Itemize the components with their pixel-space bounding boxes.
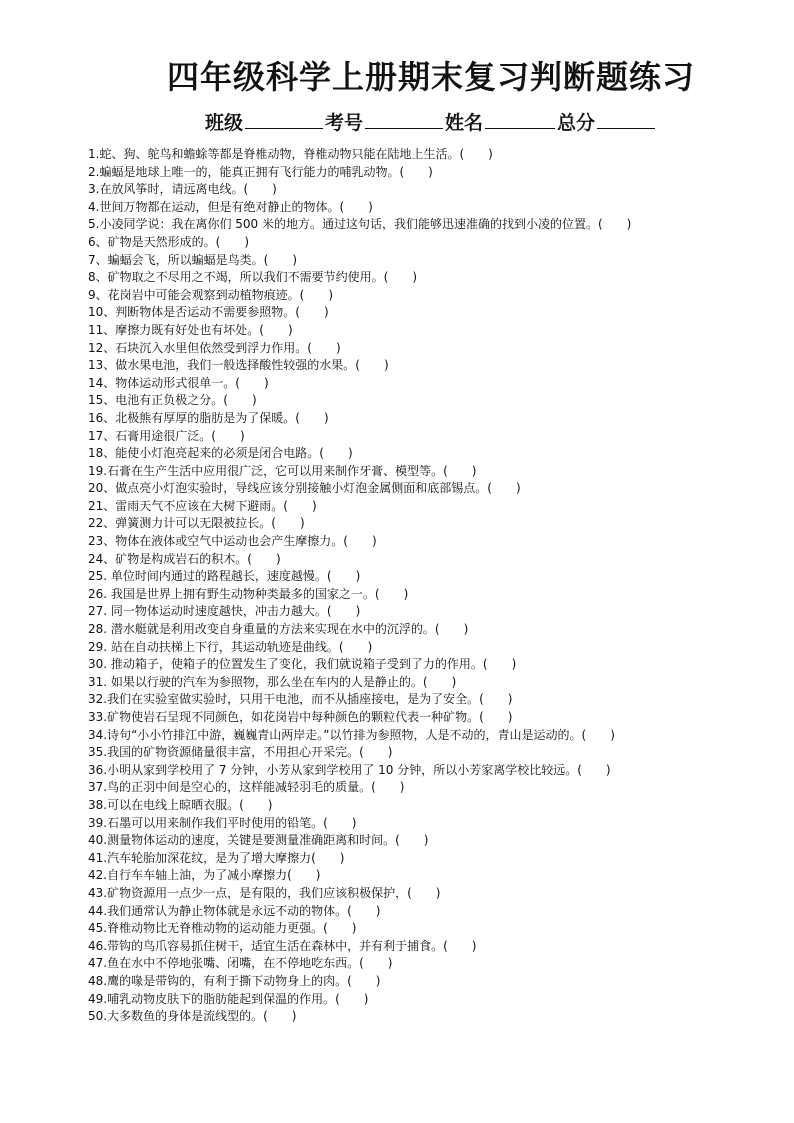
question-item: 28. 潜水艇就是利用改变自身重量的方法来实现在水中的沉浮的。( ): [88, 622, 469, 637]
question-item: 7、蝙蝠会飞，所以蝙蝠是鸟类。( ): [88, 252, 297, 267]
question-item: 31. 如果以行驶的汽车为参照物，那么坐在车内的人是静止的。( ): [88, 674, 457, 689]
question-item: 47.鱼在水中不停地张嘴、闭嘴，在不停地吃东西。( ): [88, 956, 393, 971]
question-item: 50.大多数鱼的身体是流线型的。( ): [88, 1009, 297, 1024]
question-item: 5.小凌同学说：我在离你们 500 米的地方。通过这句话，我们能够迅速准确的找到小凌的位置。( ): [88, 217, 632, 232]
question-list: [88, 146, 774, 1026]
info-field: [445, 108, 557, 138]
question-item: 41.汽车轮胎加深花纹，是为了增大摩擦力( ): [88, 850, 345, 865]
question-item: 39.石墨可以用来制作我们平时使用的铅笔。( ): [88, 815, 357, 830]
student-info-row: [88, 108, 774, 138]
question-item: 6、矿物是天然形成的。( ): [88, 234, 249, 249]
question-item: 26. 我国是世界上拥有野生动物种类最多的国家之一。( ): [88, 586, 409, 601]
question-item: 34.诗句“小小竹排江中游，巍巍青山两岸走。”以竹排为参照物，人是不动的，青山是运动的。( ): [88, 727, 615, 742]
question-item: 38.可以在电线上晾晒衣服。( ): [88, 797, 273, 812]
question-item: 29. 站在自动扶梯上下行，其运动轨迹是曲线。( ): [88, 639, 373, 654]
info-label: 考号: [324, 112, 363, 134]
question-item: 11、摩擦力既有好处也有坏处。( ): [88, 322, 293, 337]
info-field: [557, 108, 657, 138]
question-item: 33.矿物使岩石呈现不同颜色，如花岗岩中每种颜色的颗粒代表一种矿物。( ): [88, 710, 513, 724]
question-item: 45.脊椎动物比无脊椎动物的运动能力更强。( ): [88, 921, 357, 936]
question-item: 37.鸟的正羽中间是空心的，这样能减轻羽毛的质量。( ): [88, 780, 405, 795]
info-blank-line[interactable]: [365, 108, 443, 129]
question-item: 16、北极熊有厚厚的脂肪是为了保暖。( ): [88, 410, 329, 425]
question-item: 13、做水果电池，我们一般选择酸性较强的水果。( ): [88, 358, 389, 373]
question-item: 18、能使小灯泡亮起来的必须是闭合电路。( ): [88, 446, 353, 461]
question-item: 32.我们在实验室做实验时，只用干电池，而不从插座接电，是为了安全。( ): [88, 692, 513, 707]
info-field: [205, 108, 325, 138]
info-label: 姓名: [445, 112, 484, 134]
question-item: 30. 推动箱子，使箱子的位置发生了变化，我们就说箱子受到了力的作用。( ): [88, 657, 517, 672]
question-item: 44.我们通常认为静止物体就是永远不动的物体。( ): [88, 903, 381, 918]
info-field: [325, 108, 445, 138]
question-item: 17、石膏用途很广泛。( ): [88, 428, 245, 443]
question-item: 46.带钩的鸟爪容易抓住树干，适宜生活在森林中，并有利于捕食。( ): [88, 938, 477, 953]
page-title: 四年级科学上册期末复习判断题练习: [166, 58, 695, 96]
info-blank-line[interactable]: [245, 108, 323, 129]
question-item: 10、判断物体是否运动不需要参照物。( ): [88, 305, 329, 320]
question-item: 24、矿物是构成岩石的积木。( ): [88, 551, 281, 566]
question-item: 19.石膏在生产生活中应用很广泛，它可以用来制作牙膏、模型等。( ): [88, 463, 477, 478]
question-item: 1.蛇、狗、鸵鸟和蟾蜍等都是脊椎动物，脊椎动物只能在陆地上生活。( ): [88, 147, 493, 161]
question-item: 36.小明从家到学校用了 7 分钟，小芳从家到学校用了 10 分钟，所以小芳家离学校比较远。( ): [88, 762, 611, 777]
question-item: 2.蝙蝠是地球上唯一的，能真正拥有飞行能力的哺乳动物。( ): [88, 164, 433, 179]
info-blank-line[interactable]: [597, 108, 655, 129]
info-blank-line[interactable]: [485, 108, 555, 129]
question-item: 48.鹰的喙是带钩的，有利于撕下动物身上的肉。( ): [88, 973, 381, 988]
info-label: 班级: [204, 112, 243, 134]
question-item: 49.哺乳动物皮肤下的脂肪能起到保温的作用。( ): [88, 991, 369, 1006]
question-item: 40.测量物体运动的速度，关键是要测量准确距离和时间。( ): [88, 833, 429, 848]
question-item: 27. 同一物体运动时速度越快，冲击力越大。( ): [88, 604, 361, 619]
question-item: 15、电池有正负极之分。( ): [88, 393, 257, 408]
question-item: 9、花岗岩中可能会观察到动植物痕迹。( ): [88, 287, 333, 302]
question-item: 3.在放风筝时，请远离电线。( ): [88, 182, 277, 197]
info-label: 总分: [557, 112, 596, 134]
question-item: 4.世间万物都在运动，但是有绝对静止的物体。( ): [88, 199, 373, 214]
question-item: 21、雷雨天气不应该在大树下避雨。( ): [88, 498, 317, 513]
question-item: 42.自行车车轴上油，为了减小摩擦力( ): [88, 868, 321, 883]
question-item: 35.我国的矿物资源储量很丰富，不用担心开采完。( ): [88, 745, 393, 760]
question-item: 43.矿物资源用一点少一点，是有限的，我们应该积极保护，( ): [88, 885, 441, 900]
question-item: 14、物体运动形式很单一。( ): [88, 375, 269, 390]
question-item: 12、石块沉入水里但依然受到浮力作用。( ): [88, 340, 341, 355]
question-item: 8、矿物取之不尽用之不竭，所以我们不需要节约使用。( ): [88, 270, 418, 285]
question-item: 25. 单位时间内通过的路程越长，速度越慢。( ): [88, 569, 361, 584]
question-item: 22、弹簧测力计可以无限被拉长。( ): [88, 516, 305, 531]
question-item: 20、做点亮小灯泡实验时，导线应该分别接触小灯泡金属侧面和底部锡点。( ): [88, 481, 521, 496]
question-item: 23、物体在液体或空气中运动也会产生摩擦力。( ): [88, 534, 377, 549]
